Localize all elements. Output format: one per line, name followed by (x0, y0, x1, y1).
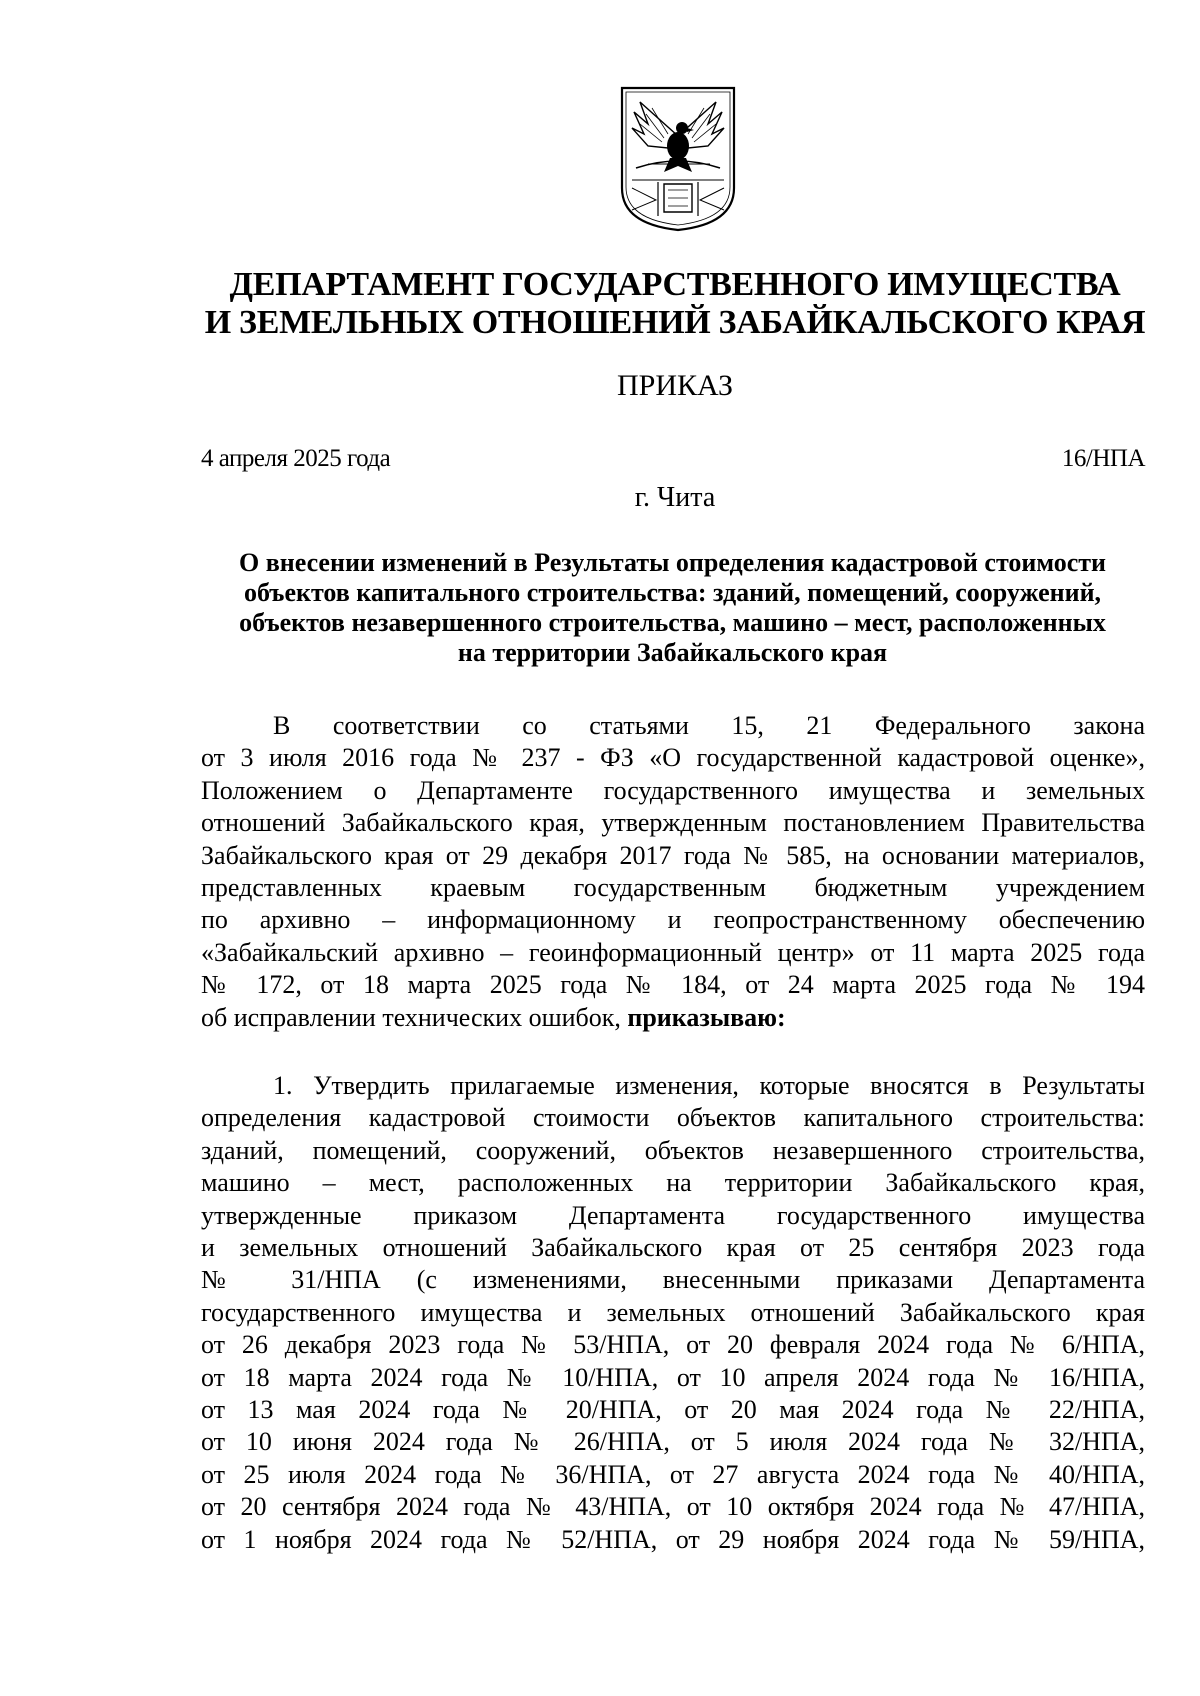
item-1-line: и земельных отношений Забайкальского края от 25 сентября 2023 года (201, 1233, 1145, 1263)
item-1-paragraph (201, 1070, 1145, 1556)
subject-line: объектов незавершенного строительства, машино – мест, расположенных (239, 608, 1106, 637)
preamble-line: Положением о Департаменте государственного имущества и земельных (201, 775, 1145, 805)
preamble-paragraph (201, 710, 1145, 1034)
department-title-line1: ДЕПАРТАМЕНТ ГОСУДАРСТВЕННОГО ИМУЩЕСТВА (229, 266, 1121, 303)
coat-of-arms-icon (618, 84, 738, 234)
item-1-line: машино – мест, расположенных на территории Забайкальского края, (201, 1168, 1145, 1198)
preamble-line: представленных краевым государственным бюджетным учреждением (201, 873, 1145, 903)
order-date: 4 апреля 2025 года (201, 445, 391, 472)
item-1-line: от 18 марта 2024 года № 10/НПА, от 10 апреля 2024 года № 16/НПА, (201, 1362, 1145, 1392)
subject-line: О внесении изменений в Результаты определения кадастровой стоимости (238, 548, 1107, 577)
order-number: 16/НПА (1061, 445, 1145, 472)
preamble-line: по архивно – информационному и геопространственному обеспечению (201, 905, 1145, 935)
item-1-line: от 20 сентября 2024 года № 43/НПА, от 10 октября 2024 года № 47/НПА, (201, 1492, 1145, 1522)
subject-line: на территории Забайкальского края (457, 638, 888, 667)
preamble-line: № 172, от 18 марта 2025 года № 184, от 24 марта 2025 года № 194 (201, 970, 1145, 1000)
preamble-line: отношений Забайкальского края, утвержденным постановлением Правительства (201, 808, 1145, 838)
preamble-line: «Забайкальский архивно – геоинформационный центр» от 11 марта 2025 года (201, 937, 1145, 967)
item-1-line: определения кадастровой стоимости объектов капитального строительства: (201, 1103, 1145, 1133)
department-title-line2: И ЗЕМЕЛЬНЫХ ОТНОШЕНИЙ ЗАБАЙКАЛЬСКОГО КРАЯ (204, 304, 1146, 341)
item-1-line: зданий, помещений, сооружений, объектов незавершенного строительства, (201, 1135, 1145, 1165)
document-type: ПРИКАЗ (617, 369, 733, 402)
preamble-line: В соответствии со статьями 15, 21 Федерального закона (273, 711, 1145, 740)
preamble-line: от 3 июля 2016 года № 237 - ФЗ «О государственной кадастровой оценке», (201, 743, 1145, 773)
item-1-line: от 1 ноября 2024 года № 52/НПА, от 29 ноября 2024 года № 59/НПА, (201, 1524, 1145, 1554)
order-directive: приказываю: (627, 1002, 786, 1032)
item-1-line: государственного имущества и земельных отношений Забайкальского края (201, 1297, 1145, 1327)
order-subject (200, 548, 1145, 668)
preamble-last-text: об исправлении технических ошибок, (201, 1002, 628, 1032)
subject-line: объектов капитального строительства: зданий, помещений, сооружений, (243, 578, 1102, 607)
preamble-last-line (201, 1002, 1145, 1034)
item-1-line: от 13 мая 2024 года № 20/НПА, от 20 мая 2024 года № 22/НПА, (201, 1395, 1145, 1425)
preamble-line: Забайкальского края от 29 декабря 2017 года № 585, на основании материалов, (201, 840, 1145, 870)
item-1-line: от 26 декабря 2023 года № 53/НПА, от 20 февраля 2024 года № 6/НПА, (201, 1330, 1145, 1360)
item-1-line: № 31/НПА (с изменениями, внесенными приказами Департамента (201, 1265, 1145, 1295)
order-city: г. Чита (634, 482, 716, 513)
item-1-line: утвержденные приказом Департамента государственного имущества (201, 1200, 1145, 1230)
item-1-line: от 10 июня 2024 года № 26/НПА, от 5 июля 2024 года № 32/НПА, (201, 1427, 1145, 1457)
item-1-line: от 25 июля 2024 года № 36/НПА, от 27 августа 2024 года № 40/НПА, (201, 1459, 1145, 1489)
item-1-line: 1. Утвердить прилагаемые изменения, которые вносятся в Результаты (273, 1071, 1145, 1100)
